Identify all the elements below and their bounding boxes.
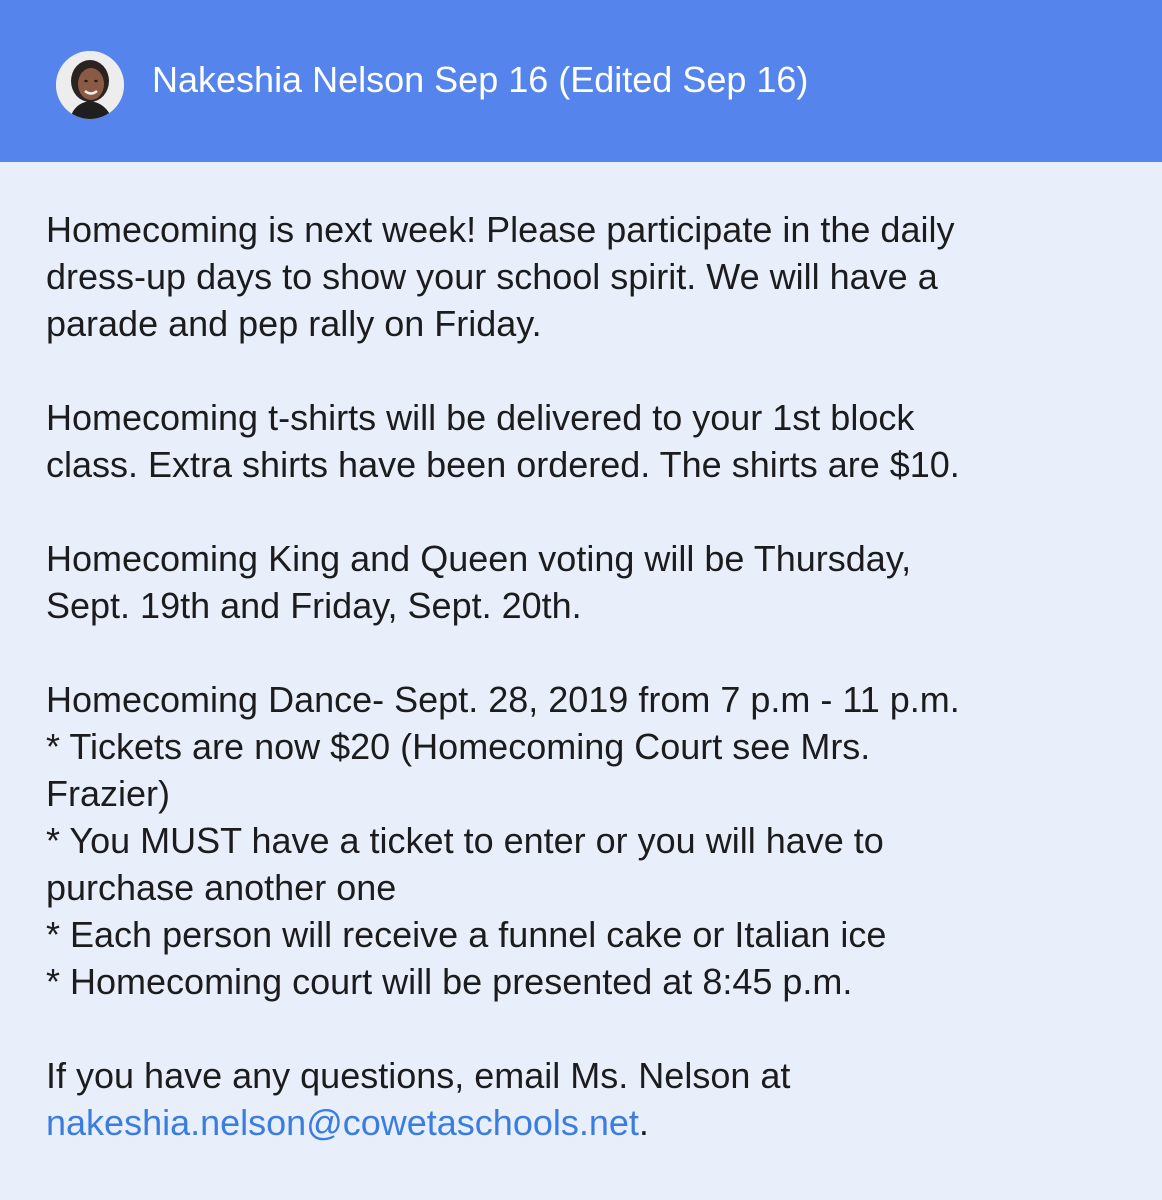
email-link[interactable]: nakeshia.nelson@cowetaschools.net [46, 1102, 639, 1143]
paragraph-voting [46, 535, 1136, 629]
text-line: Homecoming King and Queen voting will be Thursday, [46, 538, 912, 579]
text-line: * Homecoming court will be presented at 8:45 p.m. [46, 961, 853, 1002]
post-meta [152, 56, 808, 104]
text-line: Homecoming t-shirts will be delivered to your 1st block [46, 397, 915, 438]
paragraph-dance [46, 676, 1136, 1005]
text-line: * You MUST have a ticket to enter or you will have to [46, 820, 884, 861]
post-date: Sep 16 [434, 59, 549, 100]
user-avatar-icon [56, 51, 124, 119]
text-line: Frazier) [46, 773, 170, 814]
paragraph-homecoming-week [46, 206, 1136, 347]
email-suffix: . [638, 1102, 649, 1143]
text-line: Homecoming Dance- Sept. 28, 2019 from 7 p.m - 11 p.m. [46, 679, 960, 720]
email-line [46, 1099, 1136, 1146]
text-line: purchase another one [46, 867, 397, 908]
author-name[interactable]: Nakeshia Nelson [152, 59, 425, 100]
text-line: dress-up days to show your school spirit. We will have a [46, 256, 938, 297]
post-body [46, 206, 1136, 1193]
edited-note: (Edited Sep 16) [558, 59, 809, 100]
text-line: * Each person will receive a funnel cake or Italian ice [46, 914, 887, 955]
paragraph-tshirts [46, 394, 1136, 488]
text-line: parade and pep rally on Friday. [46, 303, 542, 344]
text-line: Homecoming is next week! Please participate in the daily [46, 209, 955, 250]
post-header [0, 0, 1162, 162]
text-line: Sept. 19th and Friday, Sept. 20th. [46, 585, 582, 626]
text-line: class. Extra shirts have been ordered. The shirts are $10. [46, 444, 960, 485]
avatar[interactable] [56, 51, 124, 119]
paragraph-contact [46, 1052, 1136, 1146]
text-line: * Tickets are now $20 (Homecoming Court see Mrs. [46, 726, 871, 767]
text-line: If you have any questions, email Ms. Nelson at [46, 1055, 791, 1096]
